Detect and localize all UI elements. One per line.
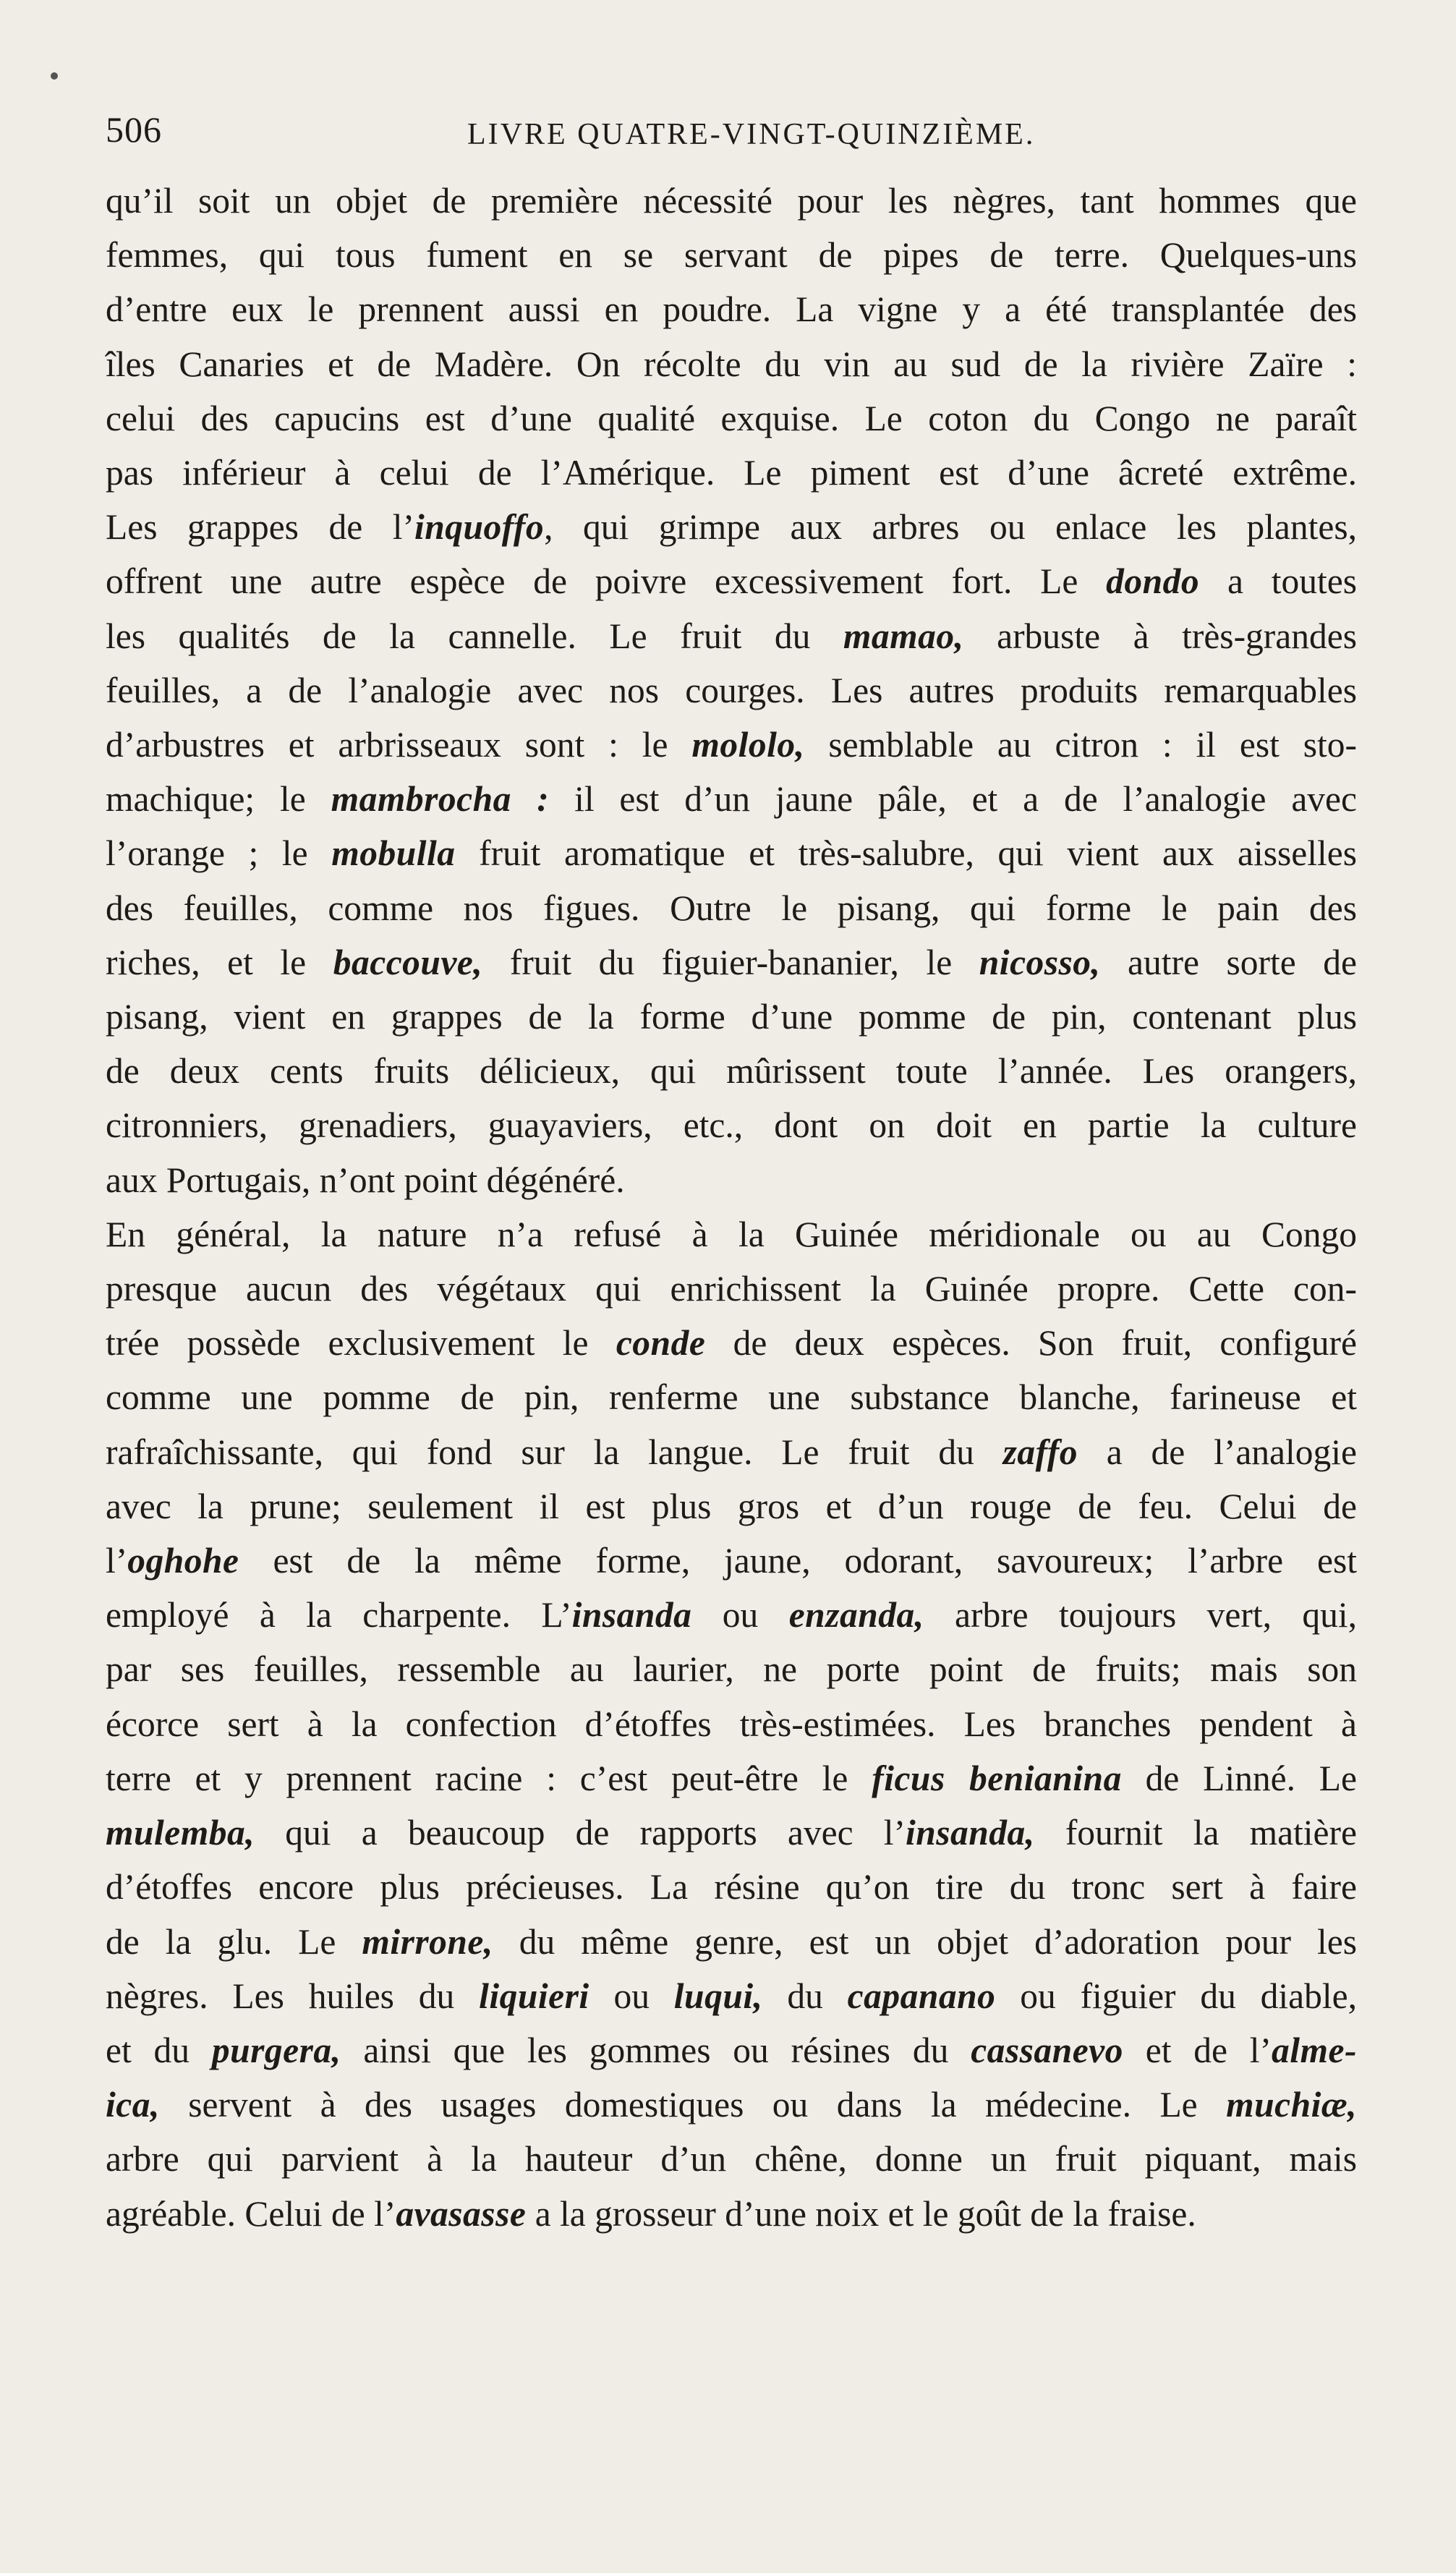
text-line (106, 663, 1357, 718)
text-run: nègres. Les huiles du (106, 1976, 480, 2016)
text-line (106, 1153, 1357, 1207)
italic-term: insanda (571, 1595, 692, 1636)
italic-term: oghohe (127, 1541, 239, 1581)
text-run: pisang, vient en grappes de la forme d’une pomme de pin, contenant plus (106, 997, 1357, 1037)
text-run: presque aucun des végétaux qui enrichissent la Guinée propre. Cette con- (106, 1269, 1357, 1309)
text-run: et du (106, 2030, 212, 2070)
text-run: les qualités de la cannelle. Le fruit du (106, 616, 843, 656)
text-run: En général, la nature n’a refusé à la Guinée méridionale ou au Congo (106, 1214, 1357, 1254)
italic-term: mulemba, (106, 1813, 255, 1853)
text-line (106, 772, 1357, 826)
text-line (106, 1262, 1357, 1316)
text-run: l’ (106, 1541, 128, 1581)
text-line (106, 1751, 1357, 1806)
text-run: par ses feuilles, ressemble au laurier, ne porte point de fruits; mais son (106, 1649, 1357, 1690)
italic-term: mamao, (843, 616, 964, 656)
text-run: arbre qui parvient à la hauteur d’un chêne, donne un fruit piquant, mais (106, 2139, 1357, 2179)
text-line (106, 554, 1357, 608)
text-run: a la grosseur d’une noix et le goût de la fraise. (526, 2193, 1196, 2234)
text-run: et de l’ (1123, 2030, 1272, 2070)
italic-term: purgera, (211, 2030, 341, 2070)
text-line (106, 228, 1357, 282)
italic-term: mobulla (331, 833, 456, 874)
italic-term: mambrocha : (331, 779, 550, 820)
text-run: machique; le (106, 779, 331, 820)
text-line (106, 391, 1357, 446)
text-line (106, 881, 1357, 935)
text-run: a toutes (1199, 561, 1357, 602)
text-line (106, 1207, 1357, 1262)
italic-term: muchiæ, (1226, 2085, 1357, 2125)
text-run: citronniers, grenadiers, guayaviers, etc., dont on doit en partie la culture (106, 1105, 1357, 1146)
text-line (106, 2023, 1357, 2077)
text-run: a de l’analogie (1077, 1432, 1357, 1472)
text-line (106, 826, 1357, 880)
italic-term: conde (616, 1323, 706, 1364)
text-run: écorce sert à la confection d’étoffes très-estimées. Les branches pendent à (106, 1704, 1357, 1744)
text-line (106, 1860, 1357, 1914)
text-run: agréable. Celui de l’ (106, 2193, 396, 2234)
text-run: femmes, qui tous fument en se servant de pipes de terre. Quelques-uns (106, 235, 1357, 276)
italic-term: insanda, (905, 1813, 1035, 1853)
text-run: aux Portugais, n’ont point dégénéré. (106, 1160, 625, 1200)
paragraph (106, 174, 1357, 1207)
italic-term: cassanevo (971, 2030, 1123, 2070)
text-run: semblable au citron : il est sto- (804, 725, 1358, 765)
paragraph (106, 1207, 1357, 2241)
text-run: fournit la matière (1034, 1813, 1357, 1853)
text-line (106, 1370, 1357, 1424)
text-run: qui a beaucoup de rapports avec l’ (255, 1813, 906, 1853)
page-number: 506 (106, 109, 162, 150)
text-run: d’entre eux le prennent aussi en poudre. La vigne y a été transplantée des (106, 289, 1357, 330)
paper-speck (51, 72, 58, 80)
text-line (106, 282, 1357, 336)
text-line (106, 1479, 1357, 1534)
text-run: autre sorte de (1100, 942, 1358, 982)
italic-term: mirrone, (362, 1921, 493, 1962)
text-run: arbuste à très-grandes (963, 616, 1357, 656)
italic-term: mololo, (691, 725, 805, 765)
text-run: servent à des usages domestiques ou dans la médecine. Le (159, 2085, 1227, 2125)
italic-term: dondo (1106, 561, 1200, 602)
running-head (106, 109, 1357, 159)
italic-term: capanano (847, 1976, 996, 2016)
running-title: LIVRE QUATRE-VINGT-QUINZIÈME. (467, 118, 1036, 151)
text-run: îles Canaries et de Madère. On récolte du vin au sud de la rivière Zaïre : (106, 344, 1357, 384)
text-run: des feuilles, comme nos figues. Outre le pisang, qui forme le pain des (106, 888, 1357, 928)
text-run: ainsi que les gommes ou résines du (341, 2030, 971, 2070)
text-run: de Linné. Le (1121, 1758, 1358, 1798)
text-run: d’étoffes encore plus précieuses. La résine qu’on tire du tronc sert à faire (106, 1867, 1357, 1908)
italic-term: liquieri (479, 1976, 589, 2016)
text-run: de deux cents fruits délicieux, qui mûrissent toute l’année. Les orangers, (106, 1051, 1357, 1092)
text-line (106, 1098, 1357, 1152)
text-run: du (762, 1976, 848, 2016)
text-line (106, 1534, 1357, 1588)
text-line (106, 500, 1357, 554)
text-line (106, 446, 1357, 500)
text-line (106, 337, 1357, 391)
text-run: l’orange ; le (106, 833, 332, 874)
text-run: de la glu. Le (106, 1921, 362, 1962)
text-run: fruit du figuier-bananier, le (482, 942, 979, 982)
text-line (106, 935, 1357, 990)
italic-term: nicosso, (979, 942, 1101, 982)
text-run: pas inférieur à celui de l’Amérique. Le piment est d’une âcreté extrême. (106, 453, 1357, 493)
text-run: qu’il soit un objet de première nécessité pour les nègres, tant hommes que (106, 181, 1357, 221)
text-run: ou (589, 1976, 674, 2016)
text-line (106, 1915, 1357, 1969)
italic-term: alme- (1272, 2030, 1357, 2070)
text-run: offrent une autre espèce de poivre excessivement fort. Le (106, 561, 1107, 602)
italic-term: baccouve, (333, 942, 483, 982)
text-line (106, 1642, 1357, 1696)
text-line (106, 609, 1357, 663)
text-run: fruit aromatique et très-salubre, qui vient aux aisselles (455, 833, 1358, 874)
italic-term: enzanda, (788, 1595, 924, 1636)
text-line (106, 1697, 1357, 1751)
text-run: arbre toujours vert, qui, (924, 1595, 1358, 1636)
text-run: terre et y prennent racine : c’est peut-être le (106, 1758, 872, 1798)
text-run: ou figuier du diable, (995, 1976, 1357, 2016)
text-line (106, 1316, 1357, 1370)
text-line (106, 2187, 1357, 2241)
italic-term: ficus benianina (872, 1758, 1122, 1798)
text-run: d’arbustres et arbrisseaux sont : le (106, 725, 692, 765)
text-run: est de la même forme, jaune, odorant, savoureux; l’arbre est (239, 1541, 1357, 1581)
text-run: employé à la charpente. L’ (106, 1595, 572, 1636)
text-line (106, 2132, 1357, 2186)
italic-term: luqui, (673, 1976, 763, 2016)
text-run: de deux espèces. Son fruit, configuré (705, 1323, 1357, 1364)
text-line (106, 718, 1357, 772)
italic-term: inquoffo (414, 507, 545, 548)
text-run: avec la prune; seulement il est plus gros et d’un rouge de feu. Celui de (106, 1486, 1357, 1526)
text-run: celui des capucins est d’une qualité exquise. Le coton du Congo ne paraît (106, 398, 1357, 438)
italic-term: avasasse (396, 2193, 527, 2234)
text-line (106, 1588, 1357, 1642)
text-line (106, 1969, 1357, 2023)
text-line (106, 1806, 1357, 1860)
text-run: ou (691, 1595, 789, 1636)
text-run: il est d’un jaune pâle, et a de l’analogie avec (549, 779, 1357, 820)
text-line (106, 174, 1357, 228)
text-run: rafraîchissante, qui fond sur la langue. Le fruit du (106, 1432, 1003, 1472)
text-run: , qui grimpe aux arbres ou enlace les plantes, (544, 507, 1357, 548)
italic-term: ica, (106, 2085, 160, 2125)
text-run: Les grappes de l’ (106, 507, 414, 548)
text-line (106, 990, 1357, 1044)
text-line (106, 1425, 1357, 1479)
text-line (106, 2077, 1357, 2132)
italic-term: zaffo (1002, 1432, 1078, 1472)
text-line (106, 1044, 1357, 1098)
text-run: du même genre, est un objet d’adoration pour les (493, 1921, 1357, 1962)
text-run: feuilles, a de l’analogie avec nos courges. Les autres produits remarquables (106, 670, 1357, 710)
text-run: trée possède exclusivement le (106, 1323, 616, 1364)
text-run: riches, et le (106, 942, 333, 982)
body-text (106, 174, 1357, 2241)
text-run: comme une pomme de pin, renferme une substance blanche, farineuse et (106, 1377, 1357, 1418)
